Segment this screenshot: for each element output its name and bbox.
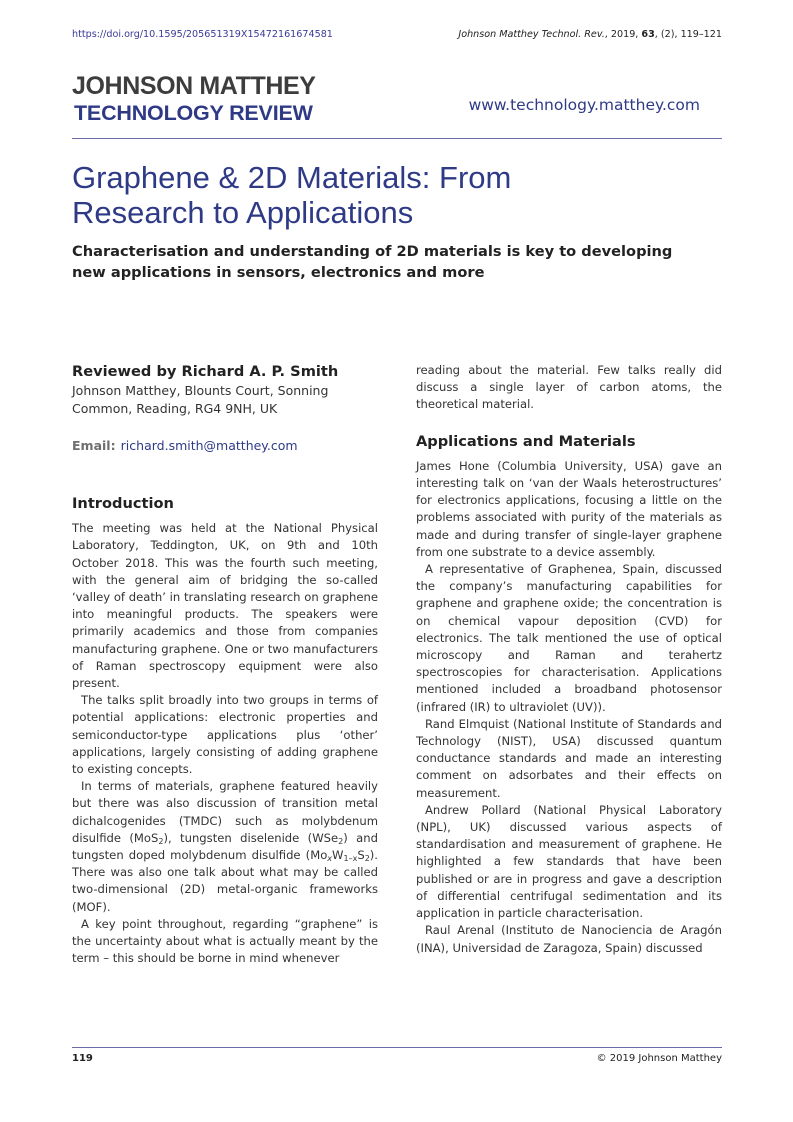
continuation-paragraph: reading about the material. Few talks really did discuss a single layer of carbon atoms, the theoretical material. (416, 363, 722, 412)
article-subtitle-line2: new applications in sensors, electronics and more (72, 264, 485, 281)
email-label: Email: (72, 438, 116, 453)
doi-link[interactable]: https://doi.org/10.1595/205651319X15472161674581 (72, 29, 333, 40)
citation-volume: 63 (641, 29, 655, 40)
email-link[interactable]: richard.smith@matthey.com (120, 438, 298, 453)
website-link[interactable]: www.technology.matthey.com (468, 96, 700, 114)
applications-paragraph: Andrew Pollard (National Physical Laboratory (NPL), UK) discussed various aspects of standardisation and measurement of graphene. He highlighted a few standards that have been published or are in progress and gave a description of differential centrifugal sedimentation and its application in particle characterisation. (416, 802, 722, 921)
author-email (72, 435, 378, 454)
article-title-line1: Graphene & 2D Materials: From (72, 160, 512, 195)
copyright-notice: © 2019 Johnson Matthey (596, 1053, 722, 1064)
citation-year: , 2019, (604, 29, 642, 40)
applications-heading: Applications and Materials (416, 432, 636, 450)
intro-paragraph: The talks split broadly into two groups in terms of potential applications: electronic properties and semiconductor-type applications plus ‘other’ applications, largely consisting of adding graphene to existing concepts. (72, 693, 378, 777)
author-byline: Reviewed by Richard A. P. Smith (72, 363, 339, 380)
introduction-section (72, 495, 378, 967)
journal-logo-line2: TECHNOLOGY REVIEW (74, 101, 313, 125)
intro-paragraph-materials: In terms of materials, graphene featured heavily but there was also discussion of transition metal dichalcogenides (TMDC) such as molybdenum disulfide (MoS$_2$), tungsten diselenide (WSe$_2$) and tungsten doped molybdenum disulfide $(Mo_xW_{1-x}S_2)$. There was also one talk about what may be called two-dimensional (2D) metal-organic frameworks (MOF). (72, 779, 378, 914)
author-affiliation (72, 382, 378, 418)
intro-paragraph: The meeting was held at the National Physical Laboratory, Teddington, UK, on 9th and 10th October 2018. This was the fourth such meeting, with the general aim of bridging the so-called ‘valley of death’ in translating research on graphene into meaningful products. The speakers were primarily academics and those from companies manufacturing graphene. One or two manufacturers of Raman spectroscopy equipment were also present. (72, 521, 378, 691)
footer-divider (72, 1047, 722, 1048)
introduction-heading: Introduction (72, 495, 174, 512)
journal-citation (458, 29, 722, 40)
intro-paragraph: A key point throughout, regarding “graphene” is the uncertainty about what is actually meant by the term – this should be borne in mind whenever (72, 916, 378, 966)
header-divider (72, 138, 722, 139)
article-title (72, 160, 712, 230)
applications-paragraph: Raul Arenal (Instituto de Nanociencia de Aragón (INA), Universidad de Zaragoza, Spain) discussed (416, 923, 722, 955)
article-subtitle (72, 241, 712, 283)
applications-paragraph: James Hone (Columbia University, USA) gave an interesting talk on ‘van der Waals heterostructures’ for electronics applications, focusing a little on the problems associated with purity of the materials as made and during transfer of single-layer graphene from one substrate to a device assembly. (416, 458, 722, 559)
affiliation-line1: Johnson Matthey, Blounts Court, Sonning (72, 383, 329, 398)
journal-logo-line1: JOHNSON MATTHEY (72, 72, 316, 100)
page-number: 119 (72, 1053, 93, 1064)
author-block (72, 363, 378, 454)
right-column (416, 362, 722, 957)
applications-paragraph: A representative of Graphenea, Spain, discussed the company’s manufacturing capabilities for graphene and graphene oxide; the concentration is on chemical vapour deposition (CVD) for electronics. The talk mentioned the use of optical microscopy and Raman and terahertz spectroscopies for characterisation. Applications mentioned included a broadband photosensor (infrared (IR) to ultraviolet (UV)). (416, 562, 722, 714)
article-title-line2: Research to Applications (72, 195, 414, 230)
applications-paragraph: Rand Elmquist (National Institute of Standards and Technology (NIST), USA) discussed quantum conductance standards and made an interesting comment on adsorbates and their effects on measurement. (416, 716, 722, 800)
citation-issue-pages: , (2), 119–121 (654, 29, 722, 40)
article-subtitle-line1: Characterisation and understanding of 2D materials is key to developing (72, 243, 673, 260)
affiliation-line2: Common, Reading, RG4 9NH, UK (72, 401, 278, 416)
journal-name: Johnson Matthey Technol. Rev. (458, 29, 605, 40)
